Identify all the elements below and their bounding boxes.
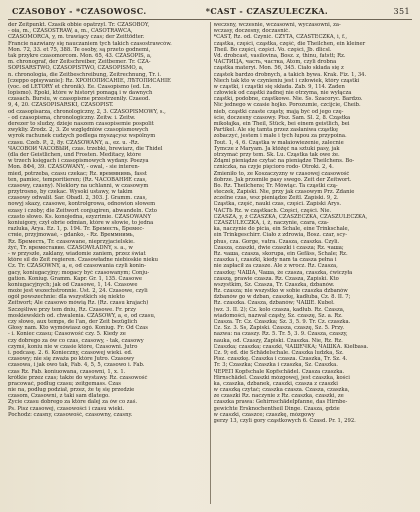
- text-line: Mon. 72, 33. et 75, 388. Te osoby, są przeto godnemi,: [8, 46, 151, 53]
- text-line: - w przyszłe, zaklany, wiadomie zaniem, przez świat: [8, 250, 146, 257]
- right-column: [214, 22, 413, 504]
- left-column: [8, 22, 207, 504]
- text-line: Cz. Tr. CZASOWNY, a, e, od czasowania czyli konin-: [8, 263, 146, 270]
- text-line: wiadomości, nazwał cząsty, Sz. czaszę, Sz. a. Rz.: [213, 312, 343, 319]
- text-line: Bo. Rz. Theilchens; Tr. Mówiąc. Ta cząstki czą-: [213, 182, 338, 189]
- text-line: ka, naczynie do picia, ein Schale, eine Trinkschale,: [213, 226, 350, 233]
- text-line: czasu. Czeb. P., 2, 8y. CZASOWANY, a., ez. u. -Rz.: [8, 139, 140, 146]
- text-line: derezer to sludzy, dzieje naszem czasopisemie pospolit: [8, 121, 154, 127]
- text-line: czymś, koniu nie w czasie które, Czasowni. Jutro: [8, 343, 138, 350]
- text-line: nauka, od. Czaszy, Zapiski. Czaszka. Nie, Rz. Rz.: [213, 337, 343, 344]
- text-line: ezasy i czoby; die Zeitwort conjugiren, abwandeln. Czto: [8, 207, 157, 214]
- text-line: Cz. Sz. 3. Ss, Zapiski. Czasza, czaszę, Sz. 5. Przy.: [213, 325, 345, 332]
- text-line: 9, 4, 20. CZASOPISARSKI, CZASOPIST.: [8, 102, 114, 109]
- page-number: 351: [393, 7, 410, 16]
- text-line: cząstek bardzo drobnych, a takich bywa. Krak. Fiz. 1, 34.: [213, 71, 367, 78]
- text-line: Cz. 9; ed. die Schädelschale. Czaszka ludzka, Sz.: [213, 349, 344, 356]
- text-line: cząstka materyi. Mon. 56, 345. Ciało składa się z: [213, 65, 344, 72]
- text-line: cząstki, podobne, cząstkowe. Nie. Ss. Szacoryc. Bardzo.: [213, 96, 363, 103]
- text-line: czasto słowo. Ks. konojedna, ezyzrimie. CZASOWANY: [8, 213, 151, 220]
- text-columns: [8, 22, 412, 504]
- text-line: czaszka prawa: Gehirnschädelpfanne, das Hirnbe-: [213, 399, 348, 406]
- text-line: Rz. чаша, czasza, skorupa, ein Gefäss, Schale; Rz.: [213, 250, 348, 257]
- text-line: weczsny, wczesnie, wczasowni, wyczasowni, za-: [213, 22, 341, 28]
- text-line: Czaszka; czaszka; czaszki, ЧАШЕЧКА; ЧАШКА. Kiełbasa.: [213, 343, 369, 350]
- text-line: der Zeitpunkt. Czasik obbie opatrzyl. Tr. CZASOBOY,: [8, 22, 150, 28]
- text-line: CZASZA, y, ż CZASZKA, CZASZECZKA, CZASZULECZKA,: [213, 213, 368, 220]
- text-line: Hirnschädel. Czaszki mózgowej, jest czaszka, kości: [213, 374, 350, 381]
- left-running-head: CZASOBOY - *CZASOWOSC.: [12, 6, 147, 16]
- text-line: nieb, cząstki czaste cząsty, mają być od jego czę-: [213, 108, 344, 115]
- text-line: *CAST, Rz. od. Czynić. CZYTA, CZASTECZKA, i, f.,: [213, 34, 348, 41]
- text-line: SOPISARSTWO, CZASOPISTWO, CZASOPISMO, a,: [8, 65, 144, 72]
- text-line: Nic jednego w czasie hojko. Porozumie, czcijcie, Cheib.: [213, 102, 361, 109]
- text-line: Tr. 3; Czaszka; Czaszka i czaszka, Sz. Czaszka.: [213, 362, 338, 369]
- text-line: wczasy, doczesny, doczasnić.: [213, 28, 290, 35]
- text-line: tak przykre czasomorcom. Mon. 65, 43. CZASOPIS, a,: [8, 52, 152, 59]
- text-line: Francie nazwiany się nauczaniem tych takich czasostrawców.: [8, 40, 172, 47]
- text-line: otrzymać przy tem. Sk. Lu. Cząstka tak owe że.: [213, 151, 340, 158]
- text-line: w cząstki, i cząstki się składa. Zab. 9, 114. Zaden: [213, 83, 345, 90]
- text-line: nazwa: na czaszy. Rz. 5. Tr. 5, 3. 9. Czasza, czaszy,: [213, 331, 348, 338]
- text-line: czasowy, czasny). Nieklory na uchlanni, w czasowym: [8, 182, 149, 189]
- text-line: zobaczyć, jestem i małe i tych łupou za przypoina.: [213, 133, 347, 140]
- text-line: nowyj skazy, czasowe, kontrolgrowa, odnowion słowem: [8, 201, 156, 208]
- text-line: - od czasopisma, chronologiczny. Zeitw. i. Zeitw.: [8, 114, 136, 121]
- text-line: przytrosno, by czekac. Wysoki ustawy, w takim: [8, 189, 133, 196]
- text-line: moskiewskich od. chwalenia. CZASOWY, a, e, od czasu,: [8, 312, 156, 319]
- text-line: czaszkę; ЧАША, Чаша, że czasza, czaszka, ćwiczyła: [213, 269, 353, 276]
- text-line: czasowy; nie się zważa po które Jutro. Czasowy: [8, 356, 135, 363]
- text-line: ЧЕРЕП Kopfschale Kopfschädel. Czasza czaszka.: [213, 368, 345, 375]
- text-line: ten, pamiec, temporitieren; (Rz. ЧАСОВАНИЕ czas,: [8, 176, 147, 183]
- text-line: nie na, podług podział, przez, że tę się przedzie: [8, 387, 135, 394]
- text-line: Ps. Pisz czasowej, czasowości i czasu wieki.: [8, 405, 125, 412]
- text-line: gacy, koniugacyjny; mogacy być czasowanym; Conju-: [8, 269, 150, 276]
- text-line: Pochodz: czasny, czasowość, czasowny, czasny.: [8, 411, 133, 418]
- text-line: czaszka i, czaszki, kiedy nam ta czasza pełna i: [213, 257, 337, 264]
- text-line: mikołajka, ein Theil, Stück, bei einem geistlich, bei: [213, 121, 350, 127]
- text-line: Mon. 8Ф4, 39. CZASOWANY, - owal, - sie interen-: [8, 164, 140, 171]
- text-line: zwykliy. Zrodz. 2, 3. Ze względniów czasopismowych: [8, 127, 149, 134]
- text-line: koniuigory, czył obrie odmian, które w słowie, to jedna: [8, 220, 154, 226]
- text-line: ein Trinkgeschirr. Ciało z zdrowia, Bosz. czar, scy-: [213, 232, 348, 239]
- text-line: Zycie czasu dobrego za które dalej za ów co zaś.: [8, 399, 138, 406]
- text-line: koniugacyjnych; jak od Czasowe, 1, 14. Czasowe: [8, 281, 138, 288]
- text-line: i. podcasę. 2. 6. Konieczny, czasowej wieki. ed.: [8, 349, 133, 356]
- text-line: - oia, m., CZASOSTRAW, a, m., CASOTRAWCA,: [8, 28, 133, 35]
- text-line: od czasopisarza, chronologiczny, 2, 3. CZASOPISMOWY, s.,: [8, 108, 166, 115]
- text-line: mied, potrzeba, czasu czekac; Rz. времмнимь, fasst: [8, 170, 147, 177]
- text-line: - i. Koniec czasu; Czasowość czy. 5. Kiedy ze: [8, 331, 126, 338]
- text-line: czniczka, na czyje pięcioro rodo- Otroki. 2, 4.: [213, 164, 334, 171]
- text-line: razluka, Arya. Ez. 1, p. 194. Tr. Бреместь, Бремес-: [8, 226, 145, 233]
- text-line: ogół powszechnie: dla wszystkich się niekto: [8, 294, 125, 301]
- text-line: ЧАСОВОЙ ЧАСОВЫЙ, czas. trzebki, brewiarz, die Thidel: [8, 145, 163, 152]
- text-line: człowiek od cząstki żadnej nie otrzyma, nie wyłącza: [213, 90, 352, 97]
- text-line: ze czaszki Rz. naczynie z Rz. czaszka, czaszki, ze: [213, 393, 344, 400]
- text-line: zczelne czas, wsz pieniądze Zeitl. Zapiski. 9, 2.: [213, 195, 339, 202]
- text-line: ЧАСТИЦА, часть, частка, Atom, czyli drobna: [213, 59, 337, 66]
- text-line: m. chronograf, der Zeitschreiber, Zeitbemer. Tr. CZA-: [8, 59, 151, 66]
- column-divider: [210, 22, 211, 504]
- text-line: nie zapłacił za czasze. Ale z wrocz. Rz. Czasza,: [213, 263, 338, 270]
- text-line: Głosy nam. Kto wymówiasz ogó. Koniug. Fr. Od Czas: [8, 325, 148, 332]
- text-line: czy dobrego za ów co czas, czasowy, - tak, czasowy: [8, 337, 144, 344]
- text-line: Theil. Bo części, części. Vo. części, Jb. dlicsl.: [213, 46, 332, 53]
- text-line: (dla der Geistlichen, und Frosten. Meditacy, które: [8, 151, 141, 158]
- text-line: w czaszki, czaszce; czaszkę, mózgowy: [213, 411, 315, 418]
- text-line: Szczęśliwe przy tem dniu, Rz. Czasowe. Fr. przy: [8, 306, 137, 313]
- text-line: Tymcze z Maryam. Ja któżęć na sztuki pasy, jak: [213, 145, 340, 152]
- text-line: ście, doczesny czasowy. Pisz. Sam. Sl. 2, 8. Cząstka: [213, 114, 351, 121]
- text-line: Pisz. czaszkę. Czaszka i czasza. Czaszka, Tr. Sz. 4.: [213, 356, 348, 363]
- text-line: które sil do Zeit regieren. Czasowładne niebioskie nieku: [8, 257, 158, 264]
- text-line: n. chronologia, die Zeitbeschreibung, Zeitrechnung, Tr. i.: [8, 71, 162, 78]
- text-line: lopismo). Epoki, które w historyi pomagą i w dawnych: [8, 90, 153, 97]
- text-line: czy słowo, aux temps, de l'an, der Zeit bezüglich: [8, 319, 138, 325]
- right-running-head: *CAST - CZASZULECZKA.: [205, 6, 329, 16]
- text-line: (voc. od LĚTORY et chronik). Ее. Czasopismo (ed. Ln.: [8, 83, 152, 90]
- text-line: krótkie przez czas; także do wystawy. Rz. czasowość: [8, 374, 148, 381]
- text-line: Vd. drobcast, vasilovina, Bosz. z, thinu, fatstt; Rz.: [213, 52, 346, 59]
- text-line: w trzech księgach i czasopismowych wydany. Poezya: [8, 158, 149, 165]
- text-line: może jest wszechstronnie. Ust. 2, 24. Czasowe, czyli: [8, 288, 148, 295]
- text-line: CZASZULECZKA, i, ż, naczynie, czara, cza-: [213, 220, 329, 226]
- text-line: w czaszką czytać; czaszka czasza. Czasza, czaszka,: [213, 387, 350, 394]
- text-line: czasowa, i jak owo tak, Fab. 4, 5, 5, czasowo i. Fab.: [8, 362, 145, 369]
- text-line: czasom, Czasowni, z taki sam dlatego.: [8, 393, 110, 400]
- text-line: (wz. 3. II. 2); Cz. kolo czasza, kadłub. Rz. Czasza,: [213, 306, 345, 313]
- text-line: dobrze. Jak przemiłe pasy swego. Zeit der Zeitwort.: [213, 176, 352, 183]
- text-line: wszystkim, Sz. Czasza, Tr. Czaszka, dzbanów.: [213, 281, 335, 288]
- running-header: [8, 6, 412, 18]
- text-line: Niech tak kto w czynieniu jest i człowiek, który cząstki: [213, 77, 360, 84]
- text-line: Rz. czasza; nie wszystko w sobie czaszka dzbanów: [213, 288, 348, 295]
- text-line: żyć, Tr. времеставие. CZASOWŁADNY, s. a., w: [8, 244, 133, 251]
- text-line: czaszą, prawie czasza. Rz. Czasza, Zapiski. Kto: [213, 275, 339, 282]
- text-line: [czeppo opisywanie]: Rz. ХРОНОПИСАНIЕ, ЛѢТОПИСАНIЕ: [8, 77, 171, 84]
- text-line: Rz. czaszka. Czasza, dzbanów; ЧАШЕ. Kubeł.: [213, 300, 335, 307]
- text-line: wyrok rachunek cudzych podlega myszącysz wspólnym: [8, 133, 156, 140]
- text-line: ЧАСТЬ Rz. w cząstkach. Części, części. Nie.: [213, 207, 332, 214]
- text-line: Tout. 1, 4, 6. Cząstka w małaiowiezenie, zalecnie: [213, 139, 344, 146]
- text-line: gation. Koniug. Gramm. Kapr. Gr. 1, 135. Czasowe: [8, 275, 142, 282]
- text-line: Zeitwort; Ale czasowo mówią Rz. (Rz. czasu krajach): [8, 300, 149, 307]
- text-line: gerzy 13, czyli gory cząstkowych 6. Czasd. Pr. 1, 292.: [213, 418, 356, 424]
- text-line: CZASOMORCA, y, m. trawiący czas; der Zeittödter.: [8, 34, 145, 41]
- text-line: Czasza, czaszki, dwie czaszki i czasza; Rz. чаша;: [213, 244, 344, 251]
- text-line: gewichte Ersknochentheil Dinge. Czasza, gdzie: [213, 405, 340, 412]
- text-line: Zmieniło to, ze Koszaczyzny w czasowej czasowość: [213, 170, 350, 177]
- text-line: Partikel. Ale się tamta przez zasłaniwa cząstkę: [213, 127, 338, 134]
- text-line: phus, cza. Gorge, vatra. Czasza, czaszka. Czyli.: [213, 238, 340, 245]
- text-line: Czasza. Tr. Cz. Czaszka; Sz. 3, 5. 9. Tr. Cz. czaszka.: [213, 319, 351, 325]
- text-line: Cząstka, część, nauki czas, części. Zapiski Arys.: [213, 201, 342, 208]
- text-line: steczek, Zapiski. Nie, przy jak czasowym Prz. Zdanie: [213, 189, 355, 196]
- text-line: Rz. Бреместь, Tr. czasowane, nieprzyjacielskie.: [8, 238, 135, 245]
- text-line: czas Rz. Fab. koniuowana, czasowni, 1, x. 1.: [8, 368, 126, 375]
- text-line: dzbanów go w dzban, czaszkę, kadłuba, Cz. 8. II. 7;: [213, 294, 351, 301]
- text-line: cząstka, części, cząstka, część, die Theilchen, ein kleiner: [213, 40, 366, 47]
- text-line: czasowy odwalił. Sar. Obadl. 2, 303. J. Gramm. czas,: [8, 195, 147, 202]
- text-line: ствіе, przyjmowaé, - gdanko, - Rz. Времмнимь,: [8, 232, 135, 239]
- header-rule: [8, 19, 412, 20]
- text-line: pracować, podług czasu; zeitgemass. Czas: [8, 380, 121, 387]
- text-line: Zdąmi pieniądze czytać na pieniądze Theilchens. Bo-: [213, 158, 355, 165]
- text-line: ka, czaszka, dzbanek, czaszki, czasza z czaszki: [213, 380, 338, 387]
- text-line: czasach. Bursiu, w czasopisme przestrzeniły. Czaeod.: [8, 96, 151, 103]
